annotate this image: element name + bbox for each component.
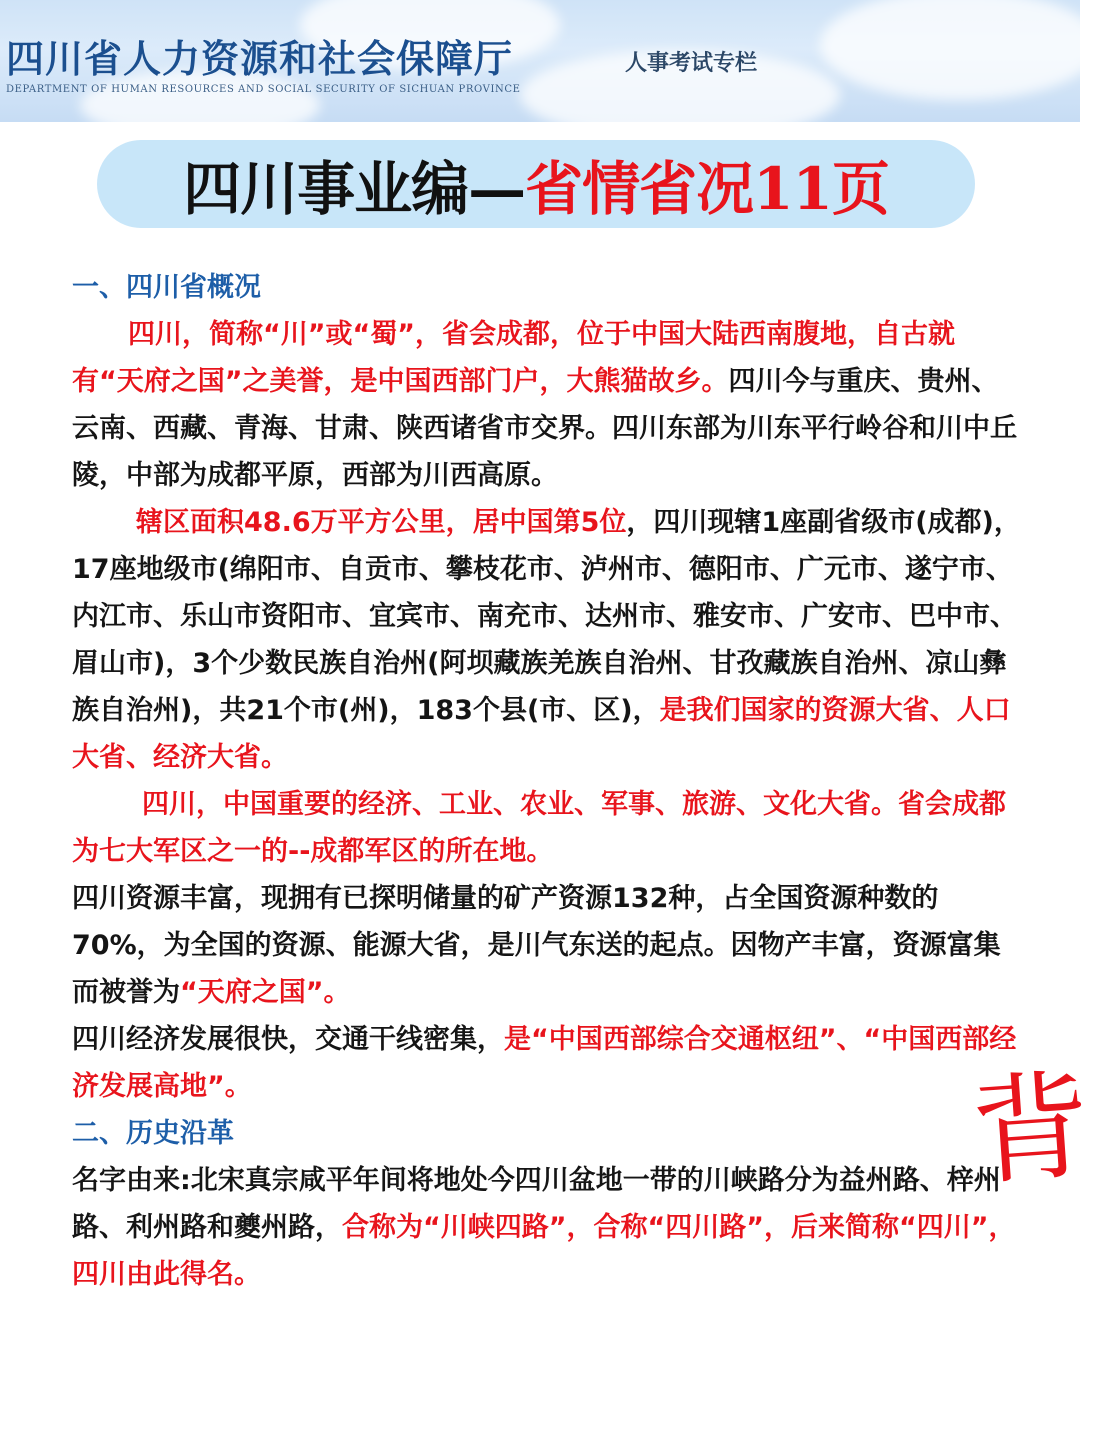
title-part-red: 省情省况11页	[525, 155, 889, 223]
column-label: 人事考试专栏	[625, 50, 758, 76]
paragraph-transport	[72, 1016, 1022, 1110]
paragraph-economy	[72, 781, 1022, 875]
paragraph-area	[72, 499, 1022, 781]
organization-name-english: DEPARTMENT OF HUMAN RESOURCES AND SOCIAL SECURITY OF SICHUAN PROVINCE	[6, 84, 521, 95]
organization-name: 四川省人力资源和社会保障厅	[6, 36, 514, 81]
resources-highlight: “天府之国”。	[180, 977, 351, 1008]
header-banner	[0, 0, 1080, 122]
paragraph-resources	[72, 875, 1022, 1016]
resources-text: 四川资源丰富，现拥有已探明储量的矿产资源132种，占全国资源种数的70%，为全国的资源、能源大省，是川气东送的起点。因物产丰富，资源富集而被誉为	[72, 883, 1001, 1008]
economy-highlight: 四川，中国重要的经济、工业、农业、军事、旅游、文化大省。省会成都为七大军区之一的--成都军区的所在地。	[72, 789, 1006, 867]
section-heading-overview: 一、四川省概况	[72, 272, 261, 303]
name-origin-text: 名字由来:北宋真宗咸平年间将地处今四川盆地一带的川峡路分为益州路、梓州路、利州路和夔州路，	[72, 1165, 1001, 1243]
intro-text: 四川今与重庆、贵州、云南、西藏、青海、甘肃、陕西诸省市交界。四川东部为川东平行岭谷和川中丘陵，中部为成都平原，西部为川西高原。	[72, 366, 1017, 491]
name-origin-highlight: 合称为“川峡四路”，合称“四川路”，后来简称“四川”，四川由此得名。	[72, 1212, 1016, 1290]
title-part-black: 四川事业编—	[183, 155, 526, 223]
article-body	[72, 264, 1022, 1298]
intro-highlight: 四川，简称“川”或“蜀”，省会成都，位于中国大陆西南腹地，自古就有“天府之国”之美誉，是中国西部门户，大熊猫故乡。	[72, 319, 955, 397]
memorize-stamp: 背	[967, 1056, 1095, 1202]
paragraph-intro	[72, 311, 1022, 499]
section-heading-history: 二、历史沿革	[72, 1118, 234, 1149]
transport-highlight: 是“中国西部综合交通枢纽”、“中国西部经济发展高地”。	[72, 1024, 1017, 1102]
transport-text: 四川经济发展很快，交通干线密集，	[72, 1024, 504, 1055]
area-text: ，四川现辖1座副省级市(成都)，17座地级市(绵阳市、自贡市、攀枝花市、泸州市、德阳市、广元市、遂宁市、内江市、乐山市资阳市、宜宾市、南充市、达州市、雅安市、广安市、巴中市、眉山市)，3个少数民族自治州(阿坝藏族羌族自治州、甘孜藏族自治州、凉山彝族自治州)，共21个市(州)，183个县(市、区)，	[72, 507, 1021, 726]
paragraph-name-origin	[72, 1157, 1022, 1298]
area-highlight-end: 是我们国家的资源大省、人口大省、经济大省。	[72, 695, 1011, 773]
area-highlight: 辖区面积48.6万平方公里，居中国第5位	[136, 507, 627, 538]
page-title	[97, 140, 975, 228]
